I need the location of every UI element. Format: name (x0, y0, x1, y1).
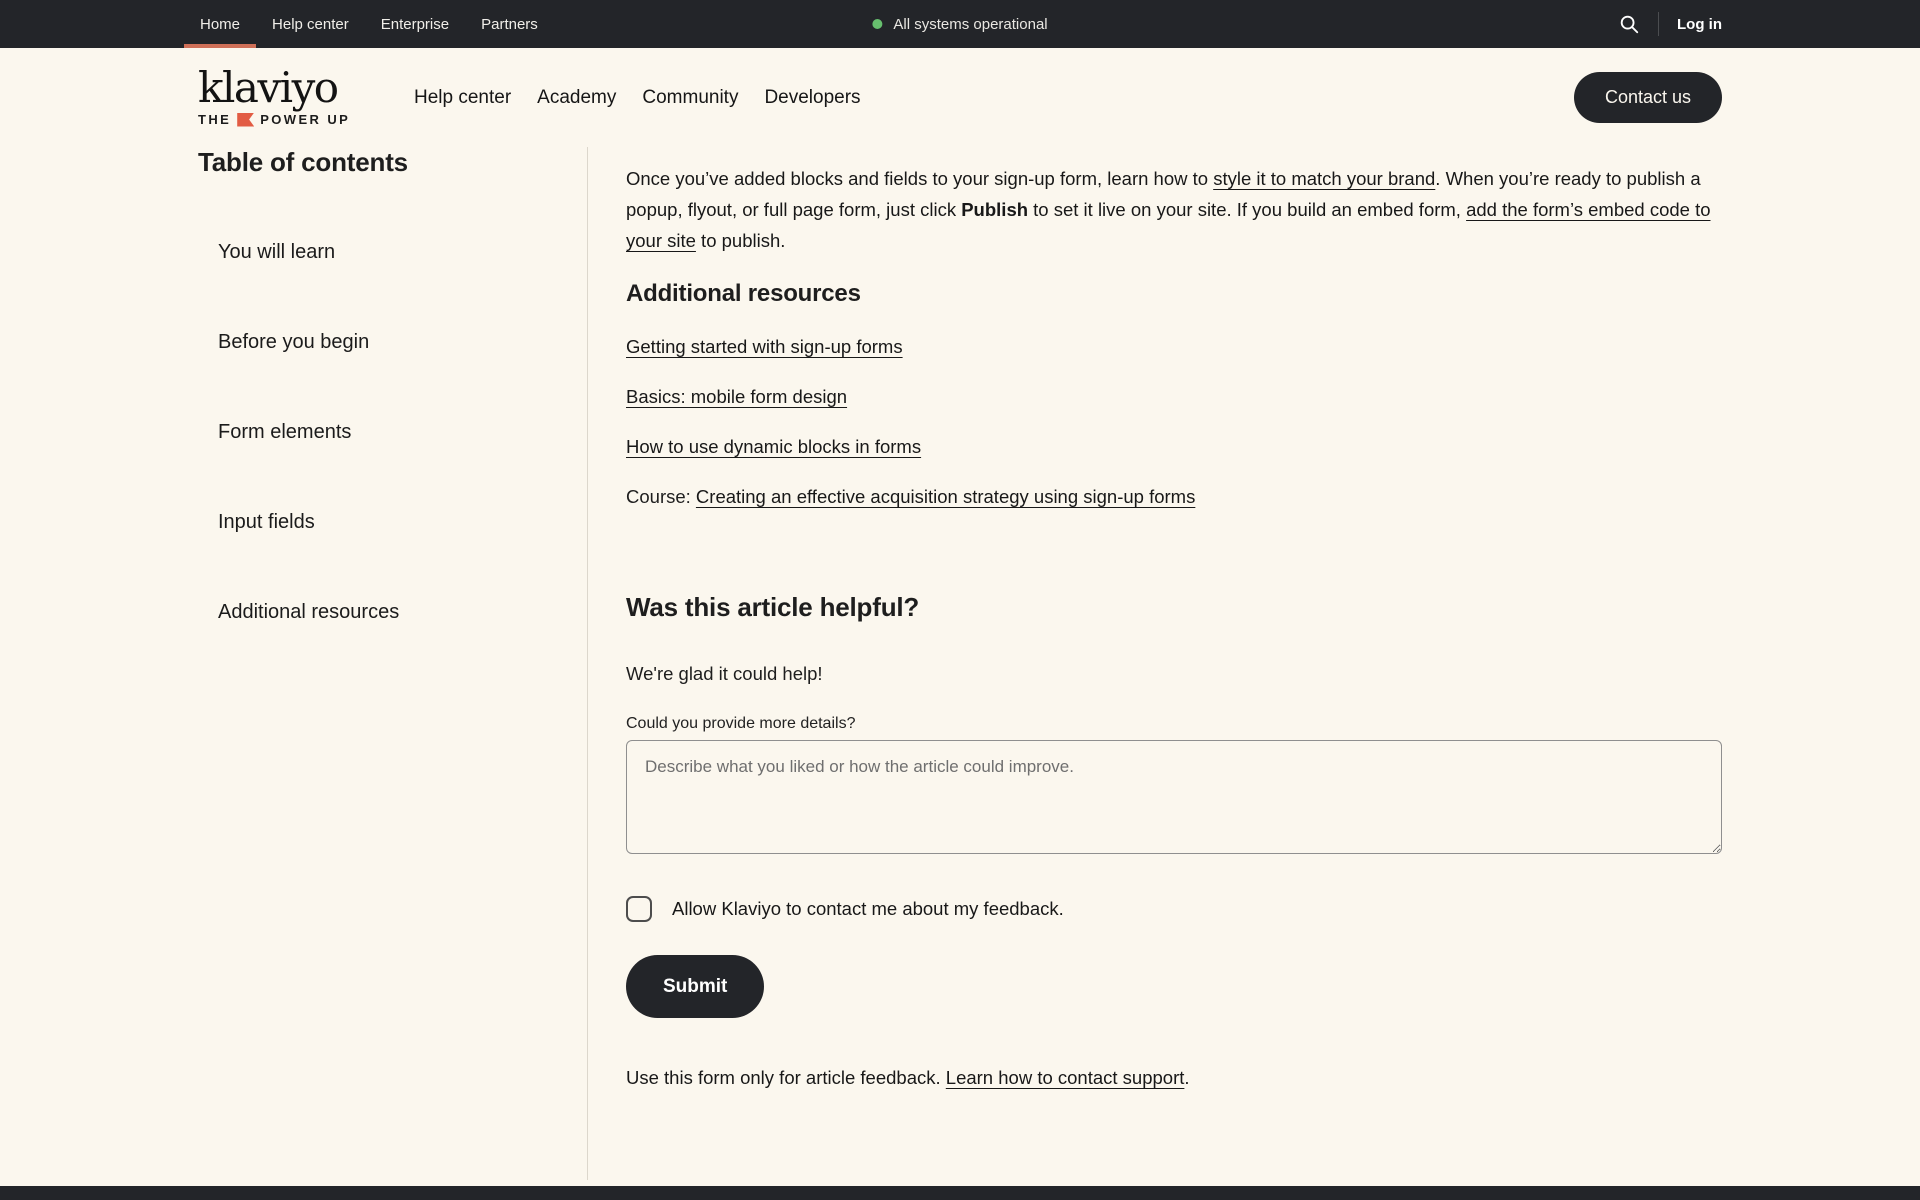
statusbar-divider (1658, 12, 1659, 36)
feedback-textarea[interactable] (626, 740, 1722, 854)
note-text: Use this form only for article feedback. (626, 1067, 946, 1088)
embed-code-link[interactable]: add the form’s embed code to your site (626, 199, 1711, 251)
nav-help-center[interactable]: Help center (414, 86, 512, 108)
klaviyo-wordmark: klaviyo (198, 63, 338, 112)
contact-us-button[interactable]: Contact us (1574, 72, 1722, 123)
toc-item-you-will-learn[interactable]: You will learn (218, 241, 336, 263)
intro-text-4: to publish. (695, 230, 786, 251)
course-line (626, 485, 1722, 509)
tagline-power-up: POWER UP (260, 112, 351, 127)
course-prefix: Course: (626, 486, 696, 507)
search-icon[interactable] (1618, 13, 1640, 35)
resource-link-mobile-form-design[interactable]: Basics: mobile form design (626, 386, 848, 407)
submit-button[interactable]: Submit (626, 955, 764, 1018)
contact-support-link[interactable]: Learn how to contact support (945, 1067, 1185, 1088)
statusbar-item-partners-label: Partners (481, 15, 538, 33)
intro-text-1: Once you’ve added blocks and fields to your sign-up form, learn how to (626, 168, 1214, 189)
toc-title: Table of contents (198, 147, 408, 177)
resource-link-getting-started[interactable]: Getting started with sign-up forms (626, 336, 903, 357)
feedback-note (626, 1066, 1722, 1090)
toc-item-before-you-begin[interactable]: Before you begin (218, 331, 370, 353)
tagline-flag-icon (237, 113, 254, 127)
statusbar-item-enterprise-label: Enterprise (380, 15, 450, 33)
statusbar-item-home-label: Home (200, 15, 241, 33)
statusbar-item-help-center-label: Help center (272, 15, 349, 33)
toc-item-input-fields[interactable]: Input fields (218, 511, 315, 533)
statusbar-item-enterprise[interactable] (365, 0, 465, 48)
consent-row[interactable] (626, 896, 1722, 922)
nav-academy[interactable]: Academy (537, 86, 617, 108)
consent-label: Allow Klaviyo to contact me about my feedback. (672, 898, 1064, 919)
intro-text-3: to set it live on your site. If you build an embed form, (1028, 199, 1467, 220)
note-suffix: . (1184, 1067, 1190, 1088)
logo-tagline (198, 112, 388, 127)
status-bar (0, 0, 1920, 48)
intro-text-2: . When you’re ready to publish a popup, flyout, or full page form, just click (626, 168, 1701, 220)
statusbar-item-home[interactable] (184, 0, 256, 48)
status-text: All systems operational (893, 15, 1048, 33)
status-green-dot-icon (872, 19, 882, 29)
statusbar-item-help-center[interactable] (256, 0, 365, 48)
status-bar-nav (184, 0, 554, 48)
article-content (626, 147, 1722, 1180)
tagline-the: THE (198, 112, 232, 127)
feedback-consent-checkbox[interactable] (626, 896, 652, 922)
toc-item-form-elements[interactable]: Form elements (218, 421, 352, 443)
details-label: Could you provide more details? (626, 715, 856, 732)
article-helpful-heading: Was this article helpful? (626, 592, 920, 622)
table-of-contents (198, 147, 588, 1180)
style-brand-link[interactable]: style it to match your brand (1213, 168, 1436, 189)
nav-community[interactable]: Community (642, 86, 739, 108)
additional-resources-heading: Additional resources (626, 280, 861, 307)
page-body (0, 147, 1920, 1180)
klaviyo-logo[interactable] (198, 63, 388, 127)
nav-developers[interactable]: Developers (764, 86, 861, 108)
toc-list (198, 240, 587, 624)
feedback-thanks-text: We're glad it could help! (626, 663, 823, 684)
publish-bold: Publish (961, 199, 1029, 220)
intro-paragraph (626, 163, 1722, 256)
login-link[interactable]: Log in (1677, 15, 1722, 33)
statusbar-item-partners[interactable] (465, 0, 554, 48)
site-header (0, 48, 1920, 147)
resource-link-dynamic-blocks[interactable]: How to use dynamic blocks in forms (626, 436, 922, 457)
header-nav (414, 83, 861, 113)
toc-item-additional-resources[interactable]: Additional resources (218, 601, 400, 623)
system-status[interactable] (872, 0, 1047, 48)
course-link[interactable]: Creating an effective acquisition strategy using sign-up forms (695, 486, 1196, 507)
footer-strip (0, 1186, 1920, 1200)
